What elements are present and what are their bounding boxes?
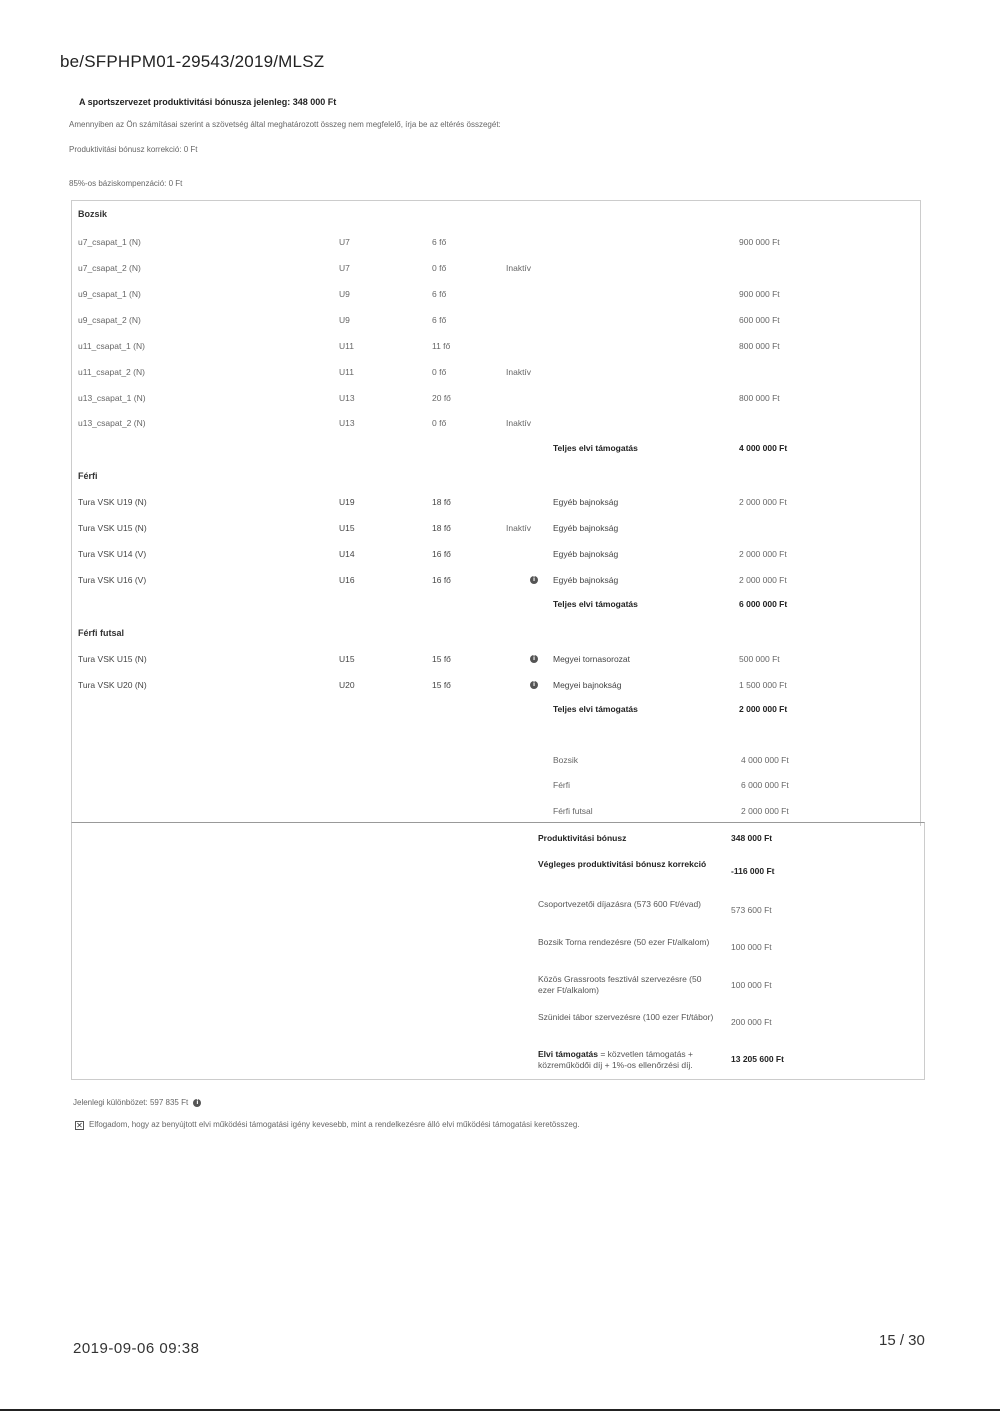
row-count: 16 fő — [432, 575, 451, 585]
summary-value: 200 000 Ft — [731, 1017, 772, 1027]
row-age: U16 — [339, 575, 355, 585]
support-table — [71, 200, 921, 826]
row-league: Megyei bajnokság — [553, 680, 622, 690]
row-name: u7_csapat_1 (N) — [78, 237, 141, 247]
summary-value: 348 000 Ft — [731, 833, 773, 843]
summary-value: -116 000 Ft — [731, 866, 775, 876]
row-amount: 2 000 000 Ft — [739, 549, 787, 559]
row-amount: 800 000 Ft — [739, 341, 780, 351]
row-name: u9_csapat_2 (N) — [78, 315, 141, 325]
row-name: Tura VSK U15 (N) — [78, 523, 147, 533]
row-count: 20 fő — [432, 393, 451, 403]
difference-value: Jelenlegi különbözet: 597 835 Ft — [73, 1098, 189, 1107]
row-age: U20 — [339, 680, 355, 690]
summary-label: Bozsik Torna rendezésre (50 ezer Ft/alkalom) — [538, 937, 710, 947]
row-amount: 600 000 Ft — [739, 315, 780, 325]
section-total-value: 6 000 000 Ft — [739, 599, 788, 609]
row-count: 6 fő — [432, 289, 447, 299]
summary-label: Csoportvezetői díjazásra (573 600 Ft/évad) — [538, 899, 702, 909]
row-name: u7_csapat_2 (N) — [78, 263, 141, 273]
bottom-border — [0, 1409, 1000, 1411]
row-count: 18 fő — [432, 523, 451, 533]
row-amount: 900 000 Ft — [739, 289, 780, 299]
row-age: U14 — [339, 549, 355, 559]
summary-value: 100 000 Ft — [731, 980, 772, 990]
document-id: be/SFPHPM01-29543/2019/MLSZ — [60, 52, 325, 71]
accept-checkbox[interactable]: ✕ — [76, 1121, 83, 1130]
bonus-line: A sportszervezet produktivitási bónusza jelenleg: 348 000 Ft — [79, 97, 337, 107]
total-value: 4 000 000 Ft — [741, 755, 789, 765]
correction-field[interactable]: Produktivitási bónusz korrekció: 0 Ft — [69, 145, 198, 154]
base-comp-field[interactable]: 85%-os báziskompenzáció: 0 Ft — [69, 179, 183, 188]
row-name: Tura VSK U19 (N) — [78, 497, 147, 507]
accept-text: Elfogadom, hogy az benyújtott elvi működési támogatási igény kevesebb, mint a rendelkezésre álló elvi működési támogatási keretösszeg. — [89, 1120, 580, 1129]
row-age: U11 — [339, 367, 354, 377]
page-number: 15 / 30 — [879, 1332, 925, 1349]
final-value: 13 205 600 Ft — [731, 1054, 784, 1064]
section-total-label: Teljes elvi támogatás — [553, 704, 638, 714]
summary-value: 573 600 Ft — [731, 905, 772, 915]
summary-label: Szünidei tábor szervezésre (100 ezer Ft/tábor) — [538, 1012, 714, 1022]
row-amount: 1 500 000 Ft — [739, 680, 787, 690]
row-age: U7 — [339, 263, 350, 273]
row-amount: 2 000 000 Ft — [739, 497, 787, 507]
total-value: 6 000 000 Ft — [741, 780, 789, 790]
row-amount: 800 000 Ft — [739, 393, 780, 403]
summary-value: 100 000 Ft — [731, 942, 772, 952]
section-title: Férfi futsal — [78, 628, 125, 638]
section-total-value: 4 000 000 Ft — [739, 443, 788, 453]
row-age: U15 — [339, 523, 355, 533]
row-name: Tura VSK U14 (V) — [78, 549, 147, 559]
row-age: U7 — [339, 237, 350, 247]
summary-label: Közös Grassroots fesztivál szervezésre (50 ezer Ft/alkalom) — [538, 974, 702, 995]
row-league: Megyei tornasorozat — [553, 654, 631, 664]
row-age: U15 — [339, 654, 355, 664]
row-name: Tura VSK U15 (N) — [78, 654, 147, 664]
row-status: Inaktív — [506, 418, 532, 428]
row-count: 0 fő — [432, 263, 447, 273]
row-age: U9 — [339, 289, 350, 299]
row-count: 16 fő — [432, 549, 451, 559]
row-league: Egyéb bajnokság — [553, 575, 619, 585]
row-amount: 500 000 Ft — [739, 654, 780, 664]
row-league: Egyéb bajnokság — [553, 497, 619, 507]
info-icon[interactable]: i — [530, 576, 538, 584]
total-label: Bozsik — [553, 755, 579, 765]
final-label — [538, 1049, 718, 1071]
section-total-label: Teljes elvi támogatás — [553, 443, 638, 453]
row-count: 0 fő — [432, 367, 447, 377]
summary-label: Produktivitási bónusz — [538, 833, 627, 843]
row-age: U13 — [339, 393, 355, 403]
row-status: Inaktív — [506, 523, 532, 533]
row-age: U13 — [339, 418, 355, 428]
row-count: 6 fő — [432, 315, 447, 325]
row-count: 0 fő — [432, 418, 447, 428]
row-name: u11_csapat_1 (N) — [78, 341, 145, 351]
row-count: 11 fő — [432, 341, 451, 351]
row-amount: 2 000 000 Ft — [739, 575, 787, 585]
row-count: 6 fő — [432, 237, 447, 247]
row-status: Inaktív — [506, 263, 532, 273]
section-title: Férfi — [78, 471, 98, 481]
total-label: Férfi futsal — [553, 806, 593, 816]
instruction-text: Amennyiben az Ön számításai szerint a szövetség által meghatározott összeg nem megfelelő, írja be az eltérés összegét: — [69, 120, 501, 129]
section-total-label: Teljes elvi támogatás — [553, 599, 638, 609]
row-amount: 900 000 Ft — [739, 237, 780, 247]
row-name: Tura VSK U20 (N) — [78, 680, 147, 690]
row-name: u13_csapat_2 (N) — [78, 418, 146, 428]
info-icon[interactable]: i — [530, 681, 538, 689]
row-league: Egyéb bajnokság — [553, 549, 619, 559]
footer-date: 2019-09-06 09:38 — [73, 1340, 200, 1357]
row-name: u11_csapat_2 (N) — [78, 367, 145, 377]
row-count: 15 fő — [432, 680, 451, 690]
info-icon[interactable]: i — [530, 655, 538, 663]
row-age: U9 — [339, 315, 350, 325]
row-age: U19 — [339, 497, 355, 507]
row-status: Inaktív — [506, 367, 532, 377]
row-name: u9_csapat_1 (N) — [78, 289, 141, 299]
row-count: 18 fő — [432, 497, 451, 507]
row-name: Tura VSK U16 (V) — [78, 575, 147, 585]
row-league: Egyéb bajnokság — [553, 523, 619, 533]
section-total-value: 2 000 000 Ft — [739, 704, 788, 714]
difference-text — [73, 1098, 201, 1107]
final-label-bold: Elvi támogatás — [538, 1049, 598, 1059]
total-label: Férfi — [553, 780, 570, 790]
total-value: 2 000 000 Ft — [741, 806, 789, 816]
info-icon[interactable]: i — [193, 1099, 201, 1107]
row-name: u13_csapat_1 (N) — [78, 393, 146, 403]
final-label-rest: = közvetlen támogatás + közreműködői díj + 1%-os ellenőrzési díj. — [538, 1049, 693, 1070]
section-title: Bozsik — [78, 209, 108, 219]
row-count: 15 fő — [432, 654, 451, 664]
row-age: U11 — [339, 341, 354, 351]
summary-box — [71, 822, 925, 1080]
summary-label: Végleges produktivitási bónusz korrekció — [538, 859, 707, 869]
